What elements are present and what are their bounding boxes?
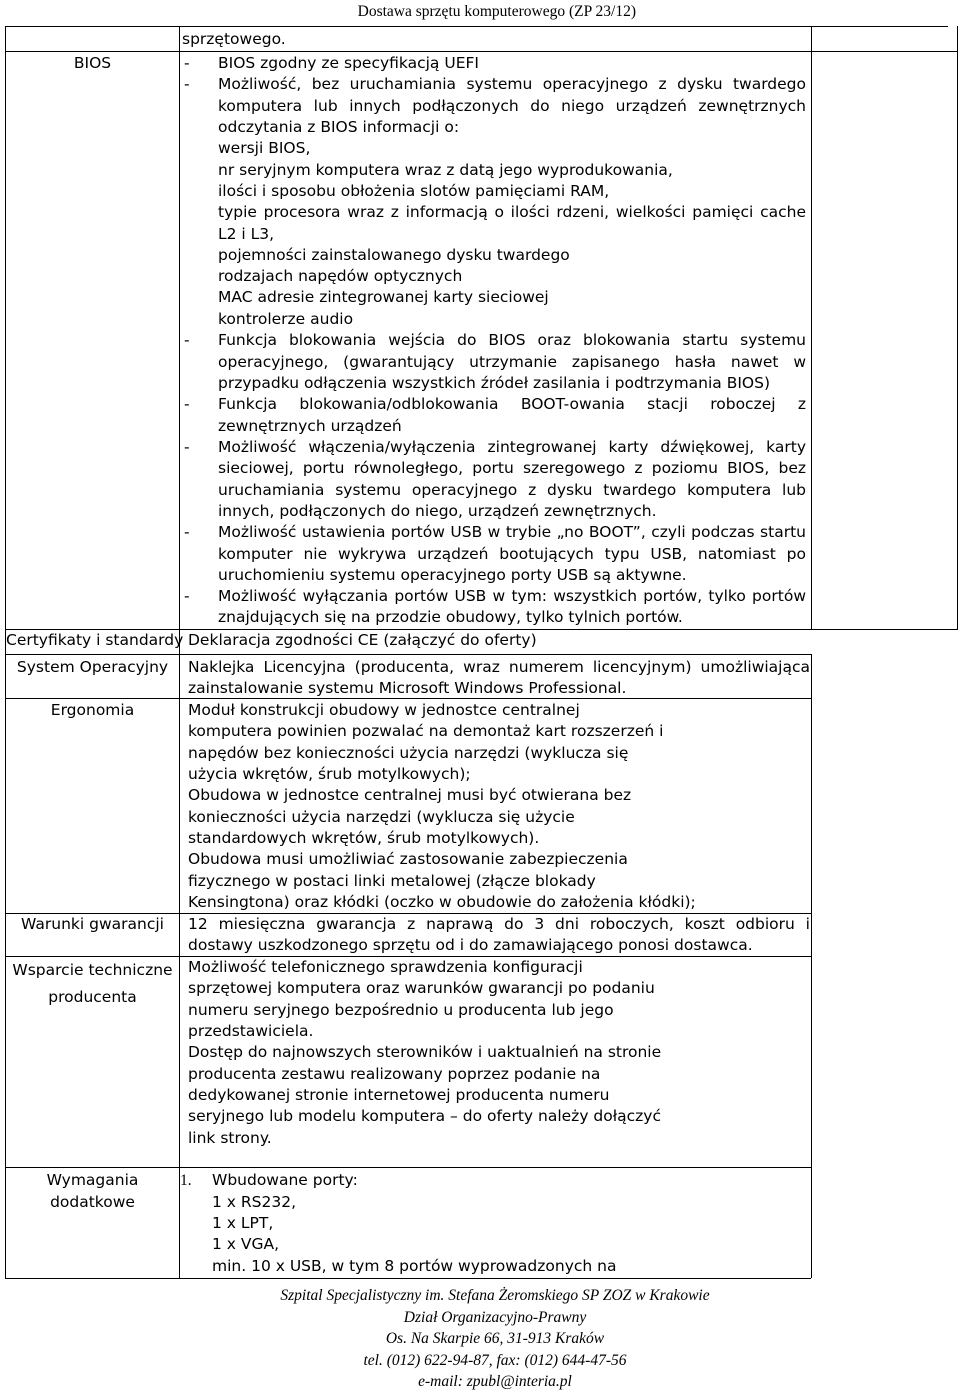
document-header: Dostawa sprzętu komputerowego (ZP 23/12) [357,3,636,20]
list-item: kontrolerze audio [218,310,354,328]
list-item: 1 x VGA, [212,1235,280,1253]
extra-list-number: 1. [180,1172,192,1189]
continuation-text: sprzętowego. [182,30,286,48]
footer-line: Szpital Specjalistyczny im. Stefana Żeromskiego SP ZOZ w Krakowie [280,1287,710,1304]
warranty-label: Warunki gwarancji [21,915,164,933]
list-item: typie procesora wraz z informacją o ilości rdzeni, wielkości pamięci cache [218,203,806,221]
list-item: pojemności zainstalowanego dysku twardego [218,246,570,264]
list-item: 1 x RS232, [212,1193,297,1211]
ergonomia-label: Ergonomia [50,701,135,719]
list-item: L2 i L3, [218,225,275,243]
list-item: MAC adresie zintegrowanej karty sieciowej [218,288,549,306]
extra-title: Wbudowane porty: [212,1171,358,1189]
list-item: min. 10 x USB, w tym 8 portów wyprowadzonych na [212,1257,617,1275]
os-label: System Operacyjny [16,658,169,676]
list-item: rodzajach napędów optycznych [218,267,463,285]
certs-text: Deklaracja zgodności CE (załączyć do oferty) [188,631,537,649]
footer-line: Os. Na Skarpie 66, 31-913 Kraków [385,1330,605,1347]
warranty-text-line-1: 12 miesięczna gwarancja z naprawą do 3 dni roboczych, koszt odbioru i [188,915,810,933]
list-item: nr seryjnym komputera wraz z datą jego wyprodukowania, [218,161,673,179]
footer-line: Dział Organizacyjno-Prawny [403,1308,587,1326]
list-item: wersji BIOS, [218,139,311,157]
list-item: ilości i sposobu obłożenia slotów pamięciami RAM, [218,182,610,200]
document-footer [0,1285,960,1393]
os-text-line-1: Naklejka Licencyjna (producenta, wraz numerem licencyjnym) umożliwiająca [188,658,810,676]
footer-line: tel. (012) 622-94-87, fax: (012) 644-47-56 [363,1351,627,1369]
certs-label: Certyfikaty i standardy [6,631,184,649]
footer-line: e-mail: zpubl@interia.pl [418,1373,572,1390]
warranty-text-line-2: dostawy uszkodzonego sprzętu od i do zamawiającego ponosi dostawca. [188,936,753,954]
bios-label: BIOS [73,54,112,72]
list-item: 1 x LPT, [212,1214,274,1232]
os-text-line-2: zainstalowanie systemu Microsoft Windows Professional. [188,679,627,697]
